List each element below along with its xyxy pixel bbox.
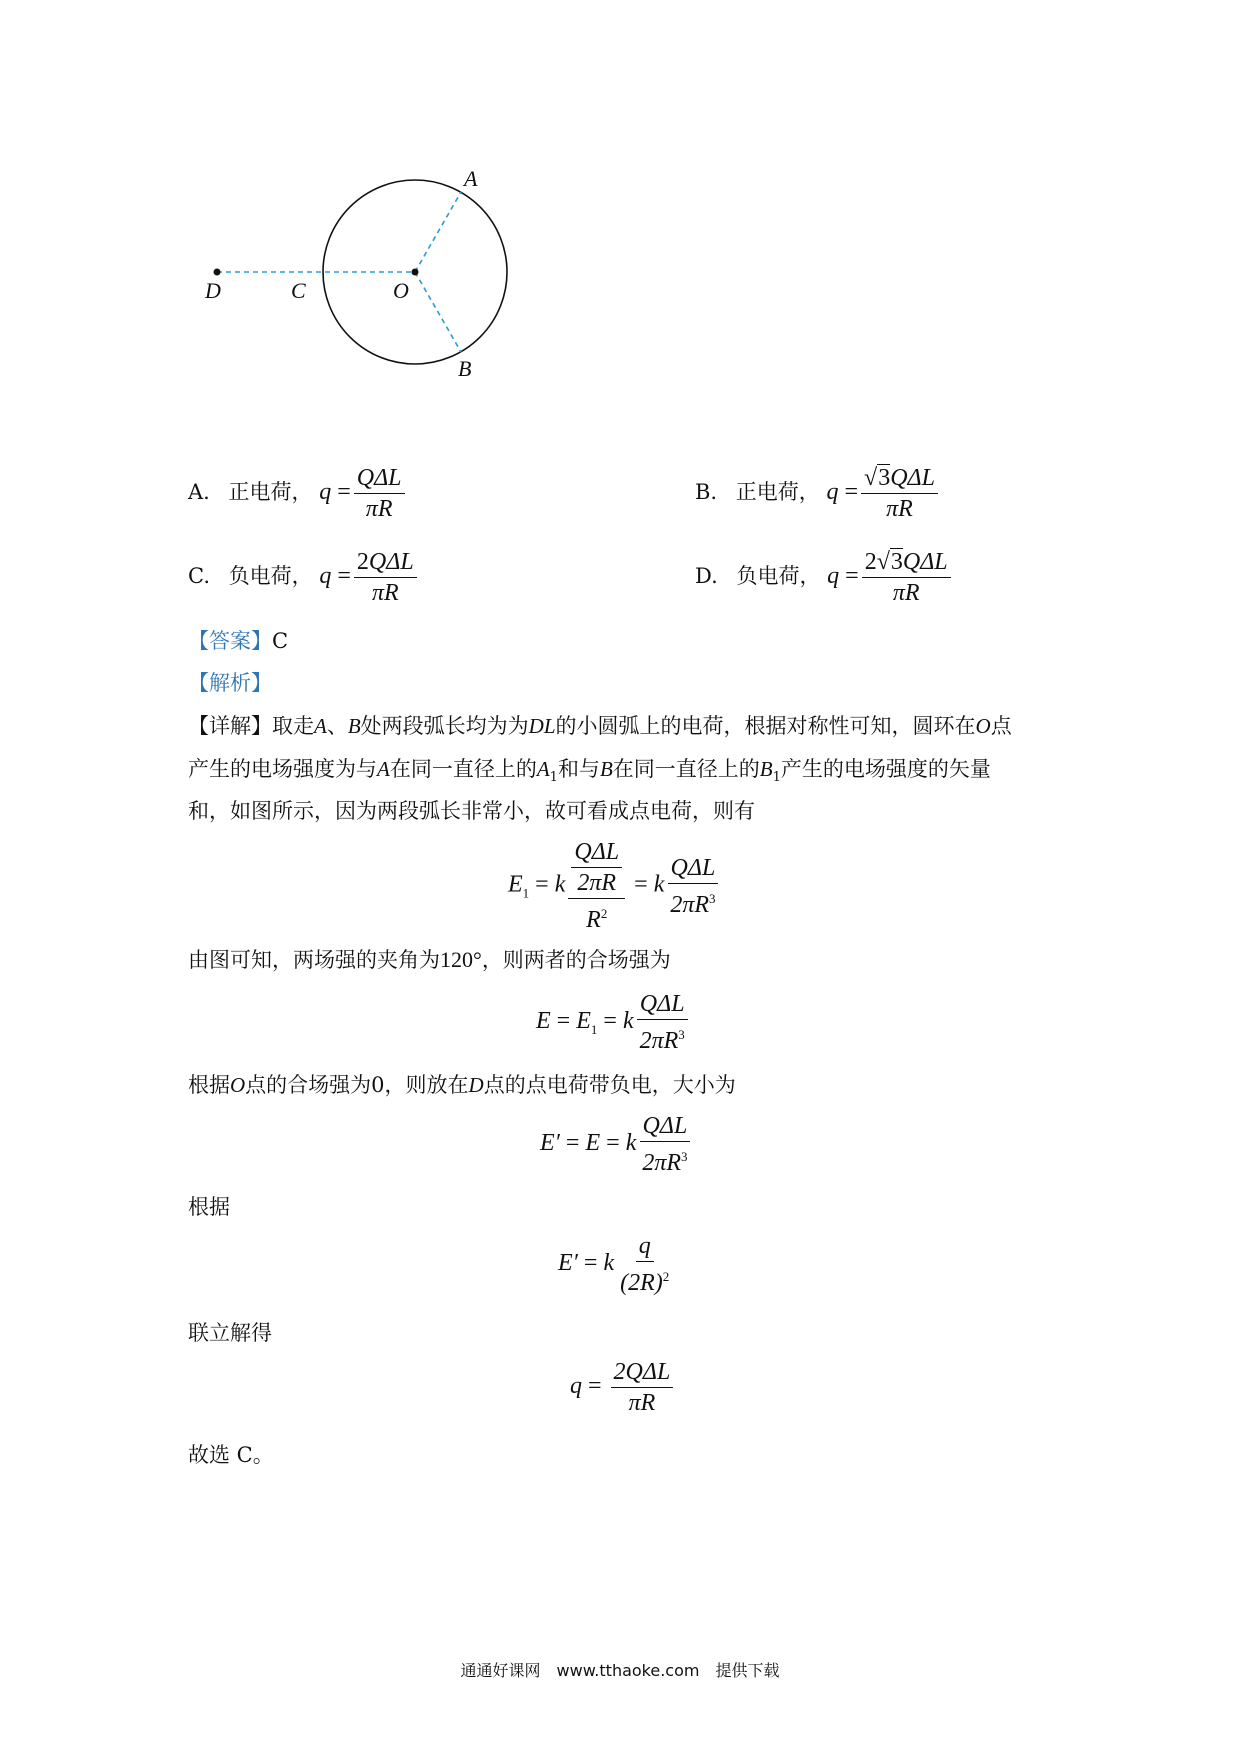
option-a: A. 正电荷， q = $\frac{\text{QΔL}}{\pi R}$	[188, 464, 408, 523]
option-letter: A.	[188, 480, 210, 505]
option-den: πR	[365, 496, 393, 522]
page-footer	[0, 1658, 1240, 1681]
circle-diagram	[185, 150, 525, 390]
conclusion-text: 故选 C。	[188, 1443, 274, 1467]
ob-dashed-line	[415, 272, 461, 352]
analysis-label: 【解析】	[188, 671, 272, 695]
option-num: QΔL	[356, 465, 402, 491]
lian-text: 联立解得	[188, 1321, 272, 1345]
detail-line-3: 和，如图所示，因为两段弧长非常小，故可看成点电荷，则有	[188, 799, 755, 823]
option-root: 3	[890, 549, 903, 575]
option-den: πR	[892, 580, 920, 606]
option-num-prefix: 2	[356, 549, 369, 575]
option-var: q	[826, 479, 839, 506]
oa-dashed-line	[415, 192, 461, 272]
option-c: C. 负电荷， q = $\frac{\text{2QΔL}}{\pi R}$	[188, 548, 420, 607]
footer-text: 通通好课网 www.tthaoke.com 提供下载	[460, 1661, 780, 1680]
point-o	[412, 269, 419, 276]
label-b: B	[458, 356, 472, 381]
option-num: QΔL	[902, 549, 948, 575]
option-num: QΔL	[890, 465, 935, 491]
answer-value: C	[272, 629, 289, 653]
option-sign: 负电荷，	[228, 564, 313, 589]
option-var: q	[827, 563, 840, 590]
point-d	[214, 269, 221, 276]
option-letter: C.	[188, 564, 210, 589]
detail-label: 【详解】	[188, 714, 272, 738]
detail-line-2: 产生的电场强度为与A在同一直径上的$A_1$和与B在同一直径上的$B_1$产生的电场强度的矢量	[188, 757, 991, 786]
option-d: D. 负电荷， q = $\frac{\text{2√3QΔL}}{\pi R}$	[695, 548, 954, 607]
option-num: QΔL	[368, 549, 414, 575]
option-var: q	[319, 479, 332, 506]
label-d: D	[205, 278, 221, 303]
option-sign: 正电荷，	[228, 480, 313, 505]
option-den: πR	[371, 580, 399, 606]
equation-3: E′ = E = k $\frac{\text{QΔL}}{2\pi R^3}$	[540, 1112, 694, 1177]
answer-label: 【答案】	[188, 629, 272, 653]
option-letter: D.	[695, 564, 718, 589]
option-b: B. 正电荷， q = $\frac{\text{√3QΔL}}{\pi R}$	[695, 464, 941, 523]
label-a: A	[464, 166, 478, 191]
option-root: 3	[878, 465, 891, 491]
equation-5: q = $\frac{\text{2QΔL}}{\pi R}$	[570, 1358, 676, 1417]
option-sign: 正电荷，	[735, 480, 820, 505]
equation-1: $E_1 = k$ $\frac{\frac{\text{QΔL}}{2\pi R}}{R^2}$ = k $\frac{\text{QΔL}}{2\pi R^3}$	[508, 838, 722, 934]
gen-text: 根据	[188, 1195, 230, 1219]
option-num-prefix: 2	[864, 549, 877, 575]
label-o: O	[393, 278, 409, 303]
option-den: πR	[886, 496, 913, 522]
label-c: C	[291, 278, 306, 303]
angle-text: 由图可知，两场强的夹角为120°，则两者的合场强为	[188, 947, 671, 972]
answer-line	[188, 626, 288, 656]
equation-2: $E = E_1 = k$ $\frac{\text{QΔL}}{2\pi R^3}$	[536, 990, 691, 1055]
option-var: q	[319, 563, 332, 590]
o-text: 根据O点的合场强为0，则放在D点的点电荷带负电，大小为	[188, 1073, 736, 1097]
option-sign: 负电荷，	[736, 564, 821, 589]
option-letter: B.	[695, 480, 718, 505]
analysis-line	[188, 668, 272, 698]
equation-4: E′ = k $\frac{q}{(2R)^2}$	[558, 1233, 670, 1296]
detail-line-1: 【详解】取走A、B处两段弧长均为为DL的小圆弧上的电荷，根据对称性可知，圆环在O点	[188, 714, 1012, 738]
